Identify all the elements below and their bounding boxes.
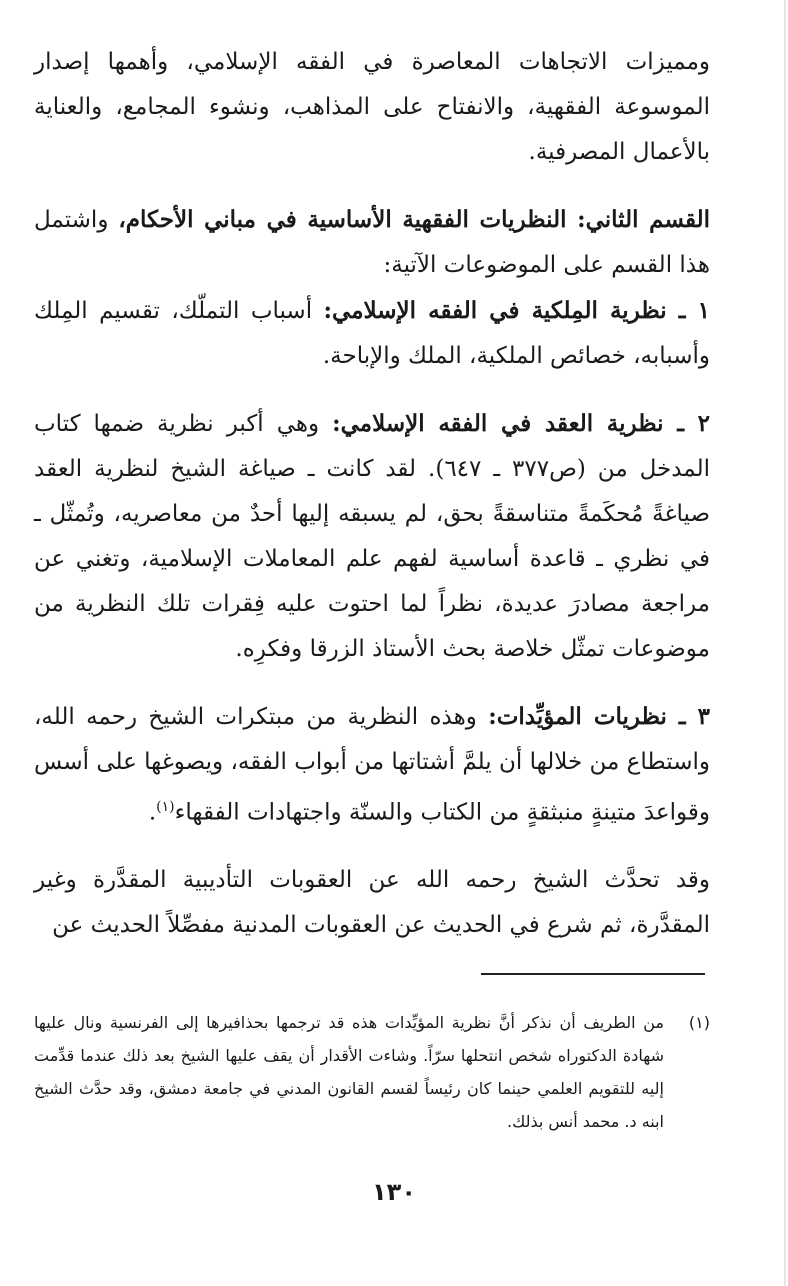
section-two-intro: واشتمل هذا القسم على الموضوعات الآتية: xyxy=(34,207,710,278)
item-three xyxy=(34,694,710,836)
item-one-text: أسباب التملّك، تقسيم المِلك وأسبابه، خصائص الملكية، الملك والإباحة. xyxy=(34,298,710,369)
section-two-title: القسم الثاني: النظريات الفقهية الأساسية في مباني الأحكام، xyxy=(118,206,710,233)
item-one-title: ١ ـ نظرية المِلكية في الفقه الإسلامي: xyxy=(323,297,711,324)
item-two xyxy=(34,401,710,672)
footnote-item xyxy=(34,1006,710,1138)
item-one xyxy=(34,288,710,379)
item-two-text: وهي أكبر نظرية ضمها كتاب المدخل من (ص٣٧٧ ـ ٦٤٧). لقد كانت ـ صياغة الشيخ لنظرية العقد صياغةً مُحكَمةً متناسقةً بحق، لم يسبقه إليها أحدٌ من معاصريه، وتُمثّل ـ في نظري ـ قاعدة أساسية لفهم علم المعاملات الإسلامية، وتغني عن مراجعة مصادرَ عديدة، نظراً لما احتوت عليه فِقرات تلك النظرية من موضوعات تمثّل خلاصة بحث الأستاذ الزرقا وفكرِه. xyxy=(34,411,710,662)
section-two-heading xyxy=(34,197,710,288)
main-text xyxy=(34,40,710,948)
item-three-end: . xyxy=(148,799,157,826)
footnote-number: (١) xyxy=(688,1013,710,1032)
item-three-text: وهذه النظرية من مبتكرات الشيخ رحمه الله، واستطاع من خلالها أن يلمَّ أشتاتها من أبواب الفقه، ويصوغها على أسس وقواعدَ متينةٍ منبثقةٍ من الكتاب والسنّة واجتهادات الفقهاء xyxy=(34,704,710,826)
footnote-reference[interactable]: (١) xyxy=(156,799,175,815)
footnote-divider xyxy=(481,973,705,975)
page-number: ١٣٠ xyxy=(372,1178,416,1206)
paragraph-intro: ومميزات الاتجاهات المعاصرة في الفقه الإسلامي، وأهمها إصدار الموسوعة الفقهية، والانفتاح على المذاهب، ونشوء المجامع، والعناية بالأعمال المصرفية. xyxy=(34,49,710,165)
item-three-title: ٣ ـ نظريات المؤيِّدات: xyxy=(488,703,711,730)
footnotes xyxy=(34,1006,710,1138)
paragraph-last: وقد تحدَّث الشيخ رحمه الله عن العقوبات التأديبية المقدَّرة وغير المقدَّرة، ثم شرع في الحديث عن العقوبات المدنية مفصِّلاً الحديث عن xyxy=(34,866,710,938)
item-two-title: ٢ ـ نظرية العقد في الفقه الإسلامي: xyxy=(332,410,710,437)
page-edge xyxy=(784,0,786,1286)
footnote-text: من الطريف أن نذكر أنَّ نظرية المؤيِّدات هذه قد ترجمها بحذافيرها إلى الفرنسية ونال عليها شهادة الدكتوراه شخص انتحلها سرّاً. وشاءت الأقدار أن يقف عليها الشيخ بعد ذلك عندما قدِّمت إليه للتقويم العلمي حينما كان رئيساً لقسم القانون المدني في جامعة دمشق، وقد حدَّث الشيخ ابنه د. محمد أنس بذلك. xyxy=(34,1013,664,1131)
